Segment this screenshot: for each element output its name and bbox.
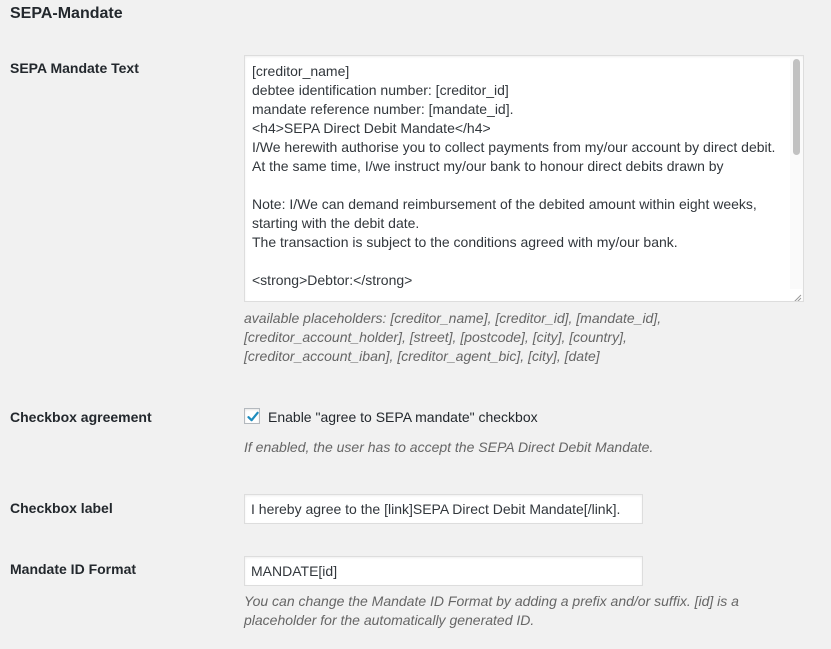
mandate-text-textarea[interactable]	[244, 55, 804, 302]
checkbox-agreement-label: Checkbox agreement	[10, 409, 152, 425]
mandate-id-format-description-line-2: placeholder for the automatically generated ID.	[244, 612, 535, 628]
section-title: SEPA-Mandate	[10, 5, 123, 22]
mandate-id-format-description-line-1: You can change the Mandate ID Format by adding a prefix and/or suffix. [id] is a	[244, 593, 739, 609]
mandate-id-format-input[interactable]: MANDATE[id]	[244, 556, 643, 586]
resize-handle-icon[interactable]	[792, 290, 802, 300]
placeholders-line-1: available placeholders: [creditor_name], [creditor_id], [mandate_id],	[244, 310, 662, 326]
checkbox-agreement-description: If enabled, the user has to accept the SEPA Direct Debit Mandate.	[244, 439, 654, 455]
agree-mandate-checkbox-label[interactable]: Enable "agree to SEPA mandate" checkbox	[268, 409, 538, 425]
textarea-scrollbar-thumb[interactable]	[793, 59, 800, 155]
checkbox-label-input[interactable]: I hereby agree to the [link]SEPA Direct Debit Mandate[/link].	[244, 494, 643, 524]
mandate-text-label: SEPA Mandate Text	[10, 60, 139, 76]
placeholders-line-2: [creditor_account_holder], [street], [postcode], [city], [country],	[244, 329, 627, 345]
mandate-text-content[interactable]: [creditor_name] debtee identification number: [creditor_id] mandate reference number: [mandate_id]. <h4>SEPA Direct Debit Mandate</h4> I/We herewith authorise you to collect payments from my/our account by direct debit. At the same time, I/we instruct my/our bank to honour direct debits drawn by Note: I/We can demand reimbursement of the debited amount within eight weeks, starting with the debit date. The transaction is subject to the conditions agreed with my/our bank. <strong>Debtor:</strong>	[252, 63, 776, 288]
checkbox-label-label: Checkbox label	[10, 500, 113, 516]
agree-mandate-checkbox[interactable]	[244, 408, 260, 424]
mandate-id-format-label: Mandate ID Format	[10, 561, 137, 577]
checkmark-icon	[245, 409, 261, 425]
placeholders-line-3: [creditor_account_iban], [creditor_agent_bic], [city], [date]	[244, 348, 600, 364]
